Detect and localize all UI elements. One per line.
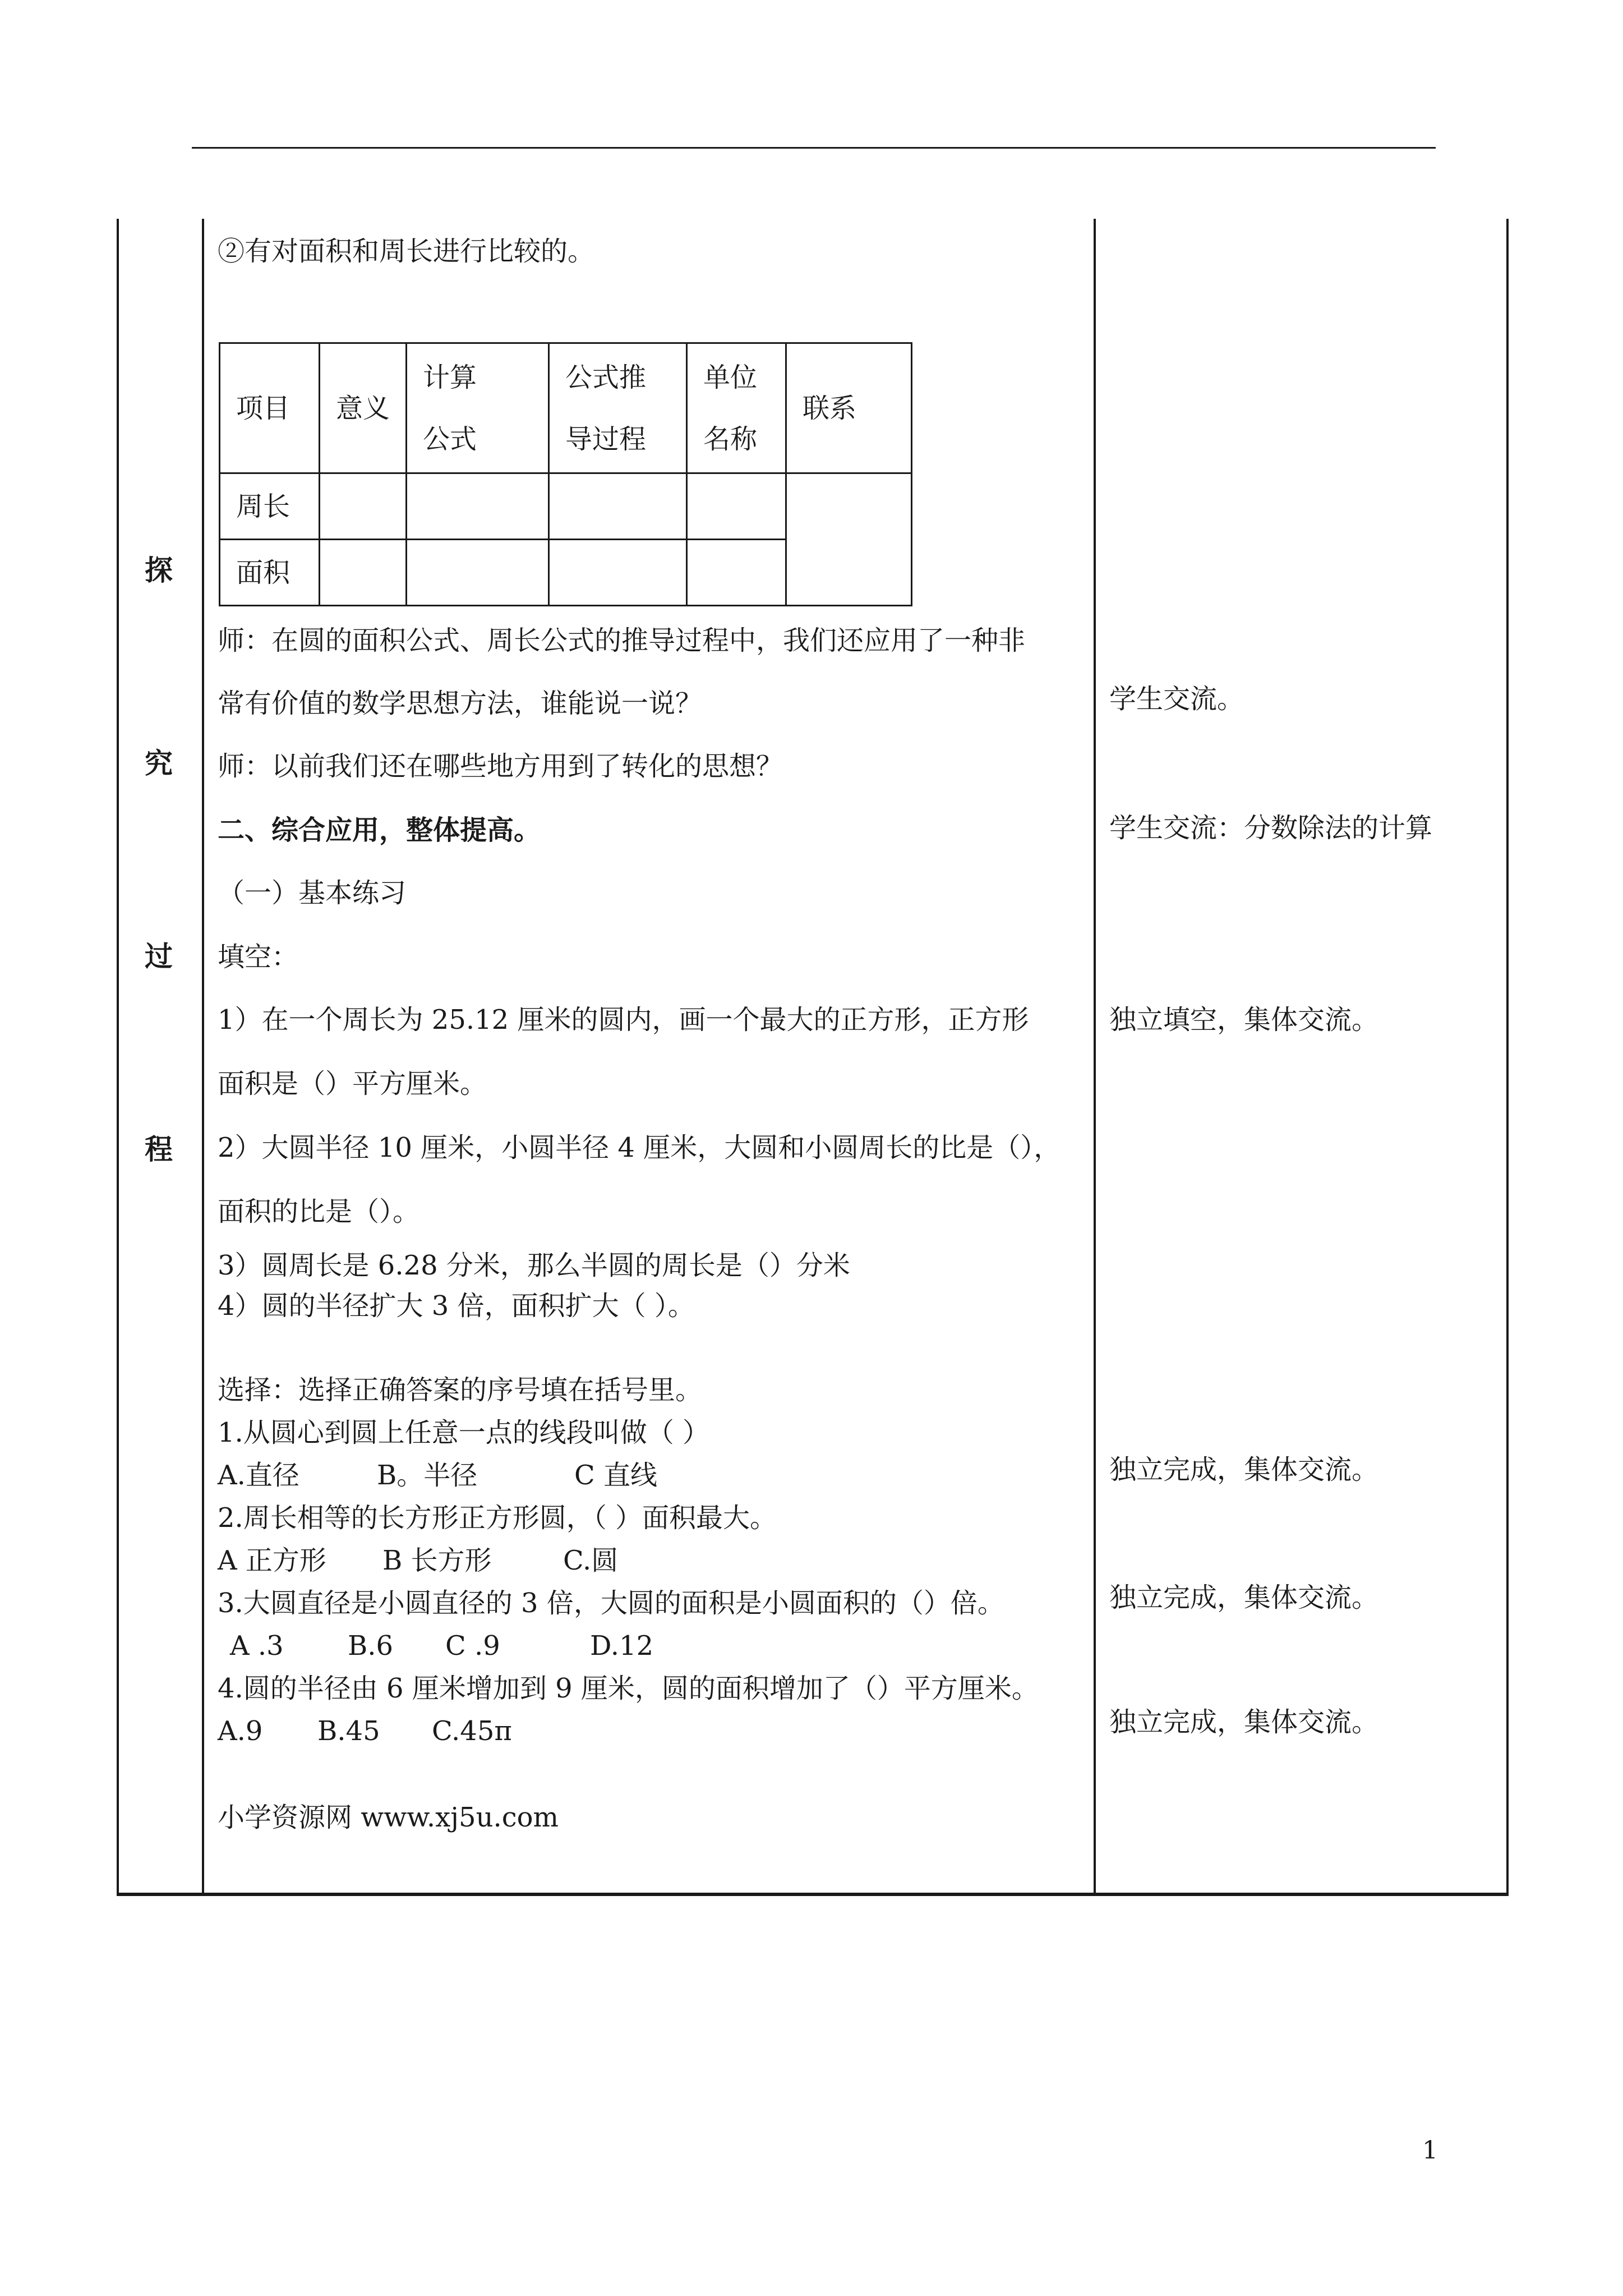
fill-title: 填空：: [218, 941, 299, 973]
basic-practice-label: （一）基本练习: [218, 877, 407, 909]
fill-q2-line1: 2）大圆半径 10 厘米，小圆半径 4 厘米，大圆和小圆周长的比是（），: [218, 1132, 1061, 1163]
teacher-q1-line2: 常有价值的数学思想方法，谁能说一说？: [218, 688, 703, 719]
row-area: 面积: [220, 540, 320, 606]
choice-c3: 3.大圆直径是小圆直径的 3 倍，大圆的面积是小圆面积的（）倍。: [218, 1588, 1004, 1619]
choice-c4-opt-c: C.45π: [432, 1715, 512, 1747]
choice-c4-opt-b: B.45: [317, 1715, 380, 1747]
side-char-3: 过: [145, 940, 173, 973]
row-perimeter: 周长: [220, 473, 320, 540]
frame-right-border: [1506, 219, 1509, 1895]
intro-line: ②有对面积和周长进行比较的。: [218, 236, 595, 267]
cell-empty: [320, 540, 407, 606]
fill-q1-line2: 面积是（）平方厘米。: [218, 1068, 487, 1099]
fill-q2-line2: 面积的比是（）。: [218, 1196, 420, 1227]
choice-c3-opt-a: A .3: [230, 1630, 284, 1662]
teacher-q2: 师：以前我们还在哪些地方用到了转化的思想？: [218, 751, 783, 782]
teacher-q1-line1: 师：在圆的面积公式、周长公式的推导过程中，我们还应用了一种非: [218, 625, 1026, 656]
choice-c2-opt-c: C.圆: [563, 1545, 619, 1576]
choice-c2-opt-a: A 正方形: [218, 1545, 326, 1576]
cell-empty: [320, 473, 407, 540]
note-complete-1: 独立完成，集体交流。: [1109, 1454, 1379, 1485]
choice-c2-opt-b: B 长方形: [382, 1545, 492, 1576]
header-formula: [407, 343, 549, 473]
frame-col-divider-2: [1094, 219, 1096, 1895]
choice-title: 选择：选择正确答案的序号填在括号里。: [218, 1374, 703, 1406]
cell-relation-merged: [786, 473, 912, 606]
header-relation: 联系: [786, 343, 912, 473]
header-derivation-l2: 导过程: [565, 423, 647, 455]
note-complete-2: 独立完成，集体交流。: [1109, 1582, 1379, 1613]
frame-bottom-border: [117, 1893, 1509, 1896]
note-fill-independent: 独立填空，集体交流。: [1109, 1004, 1379, 1036]
cell-empty: [549, 473, 687, 540]
side-char-4: 程: [145, 1133, 173, 1166]
cell-empty: [687, 540, 786, 606]
cell-empty: [407, 540, 549, 606]
note-complete-3: 独立完成，集体交流。: [1109, 1706, 1379, 1738]
cell-empty: [407, 473, 549, 540]
note-student-discuss: 学生交流。: [1109, 683, 1244, 715]
note-fraction-division: 学生交流：分数除法的计算: [1109, 812, 1433, 844]
section2-title: 二、综合应用，整体提高。: [218, 815, 541, 846]
header-rule: [192, 147, 1436, 149]
cell-empty: [549, 540, 687, 606]
choice-c1: 1.从圆心到圆上任意一点的线段叫做（ ）: [218, 1417, 710, 1448]
header-meaning: 意义: [320, 343, 407, 473]
header-unit-l1: 单位: [703, 361, 758, 393]
header-derivation-l1: 公式推: [565, 361, 647, 393]
side-char-1: 探: [145, 554, 173, 587]
header-derivation: [549, 343, 687, 473]
choice-c1-opt-a: A.直径: [218, 1460, 299, 1491]
header-item: 项目: [220, 343, 320, 473]
page-number: 1: [1422, 2136, 1438, 2165]
choice-c4-opt-a: A.9: [218, 1715, 263, 1747]
frame-col-divider-1: [202, 219, 204, 1895]
header-formula-l1: 计算: [423, 361, 477, 393]
comparison-table: [219, 342, 912, 606]
choice-c1-opt-b: B。半径: [377, 1460, 478, 1491]
choice-c3-opt-b: B.6: [348, 1630, 394, 1662]
choice-c3-opt-c: C .9: [445, 1630, 500, 1662]
choice-c3-opt-d: D.12: [590, 1630, 654, 1662]
side-char-2: 究: [145, 747, 173, 780]
frame-left-border: [117, 219, 119, 1895]
choice-c1-opt-c: C 直线: [574, 1460, 657, 1491]
choice-c4: 4.圆的半径由 6 厘米增加到 9 厘米，圆的面积增加了（）平方厘米。: [218, 1673, 1039, 1704]
footer-site: 小学资源网 www.xj5u.com: [218, 1802, 559, 1833]
fill-q3: 3）圆周长是 6.28 分米，那么半圆的周长是（）分米: [218, 1250, 850, 1281]
header-unit: [687, 343, 786, 473]
choice-c2: 2.周长相等的长方形正方形圆，（ ）面积最大。: [218, 1502, 777, 1534]
fill-q1-line1: 1）在一个周长为 25.12 厘米的圆内，画一个最大的正方形，正方形: [218, 1004, 1029, 1036]
header-formula-l2: 公式: [423, 423, 477, 455]
fill-q4: 4）圆的半径扩大 3 倍，面积扩大（ ）。: [218, 1290, 695, 1322]
cell-empty: [687, 473, 786, 540]
header-unit-l2: 名称: [703, 423, 758, 455]
